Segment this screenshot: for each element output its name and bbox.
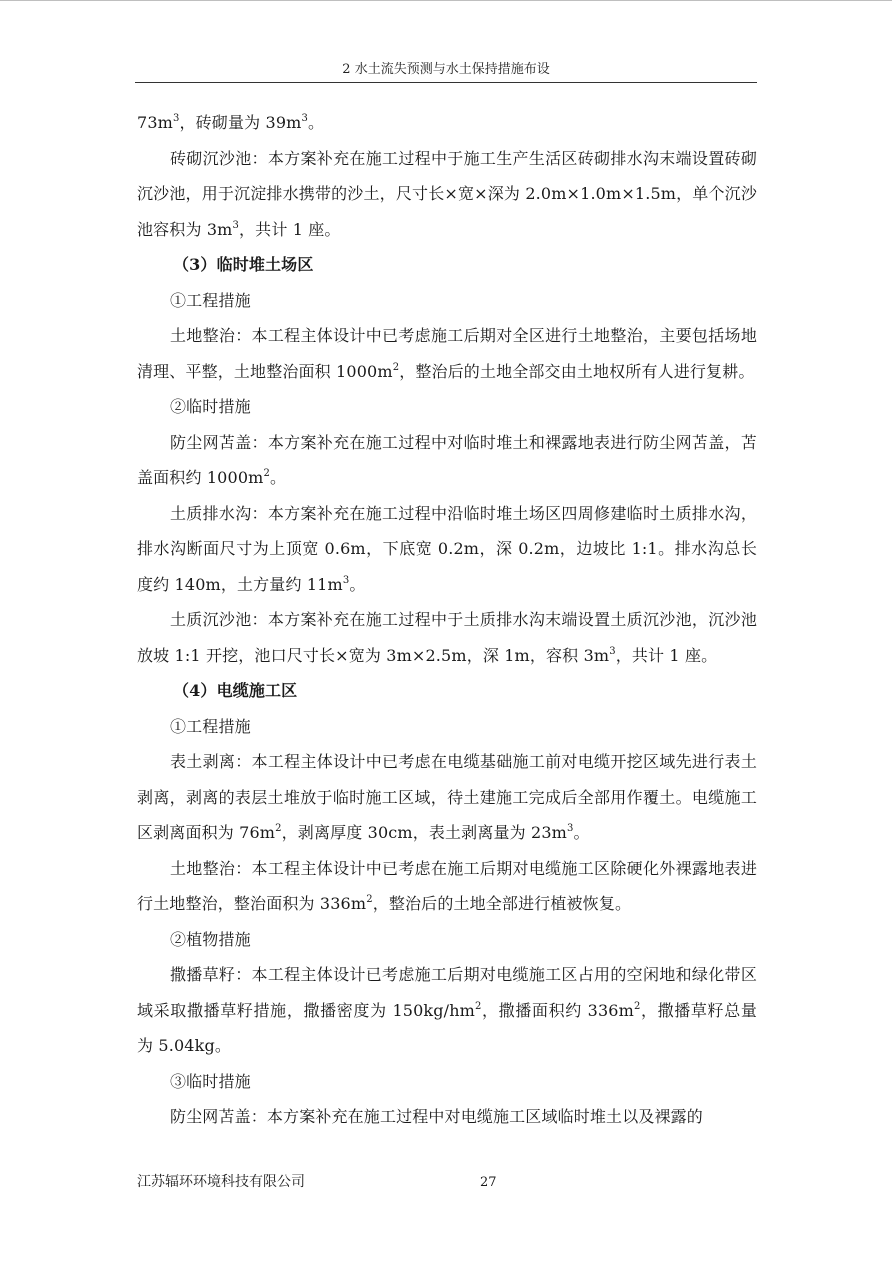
paragraph-earth-drainage-ditch: 土质排水沟：本方案补充在施工过程中沿临时堆土场区四周修建临时土质排水沟，排水沟断面尺寸为上顶宽 0.6m，下底宽 0.2m，深 0.2m，边坡比 1:1。排水沟总长度约 140m，土方量约 $11m^3$。: [137, 503, 757, 594]
paragraph-continuation: $73m^3$，砖砌量为 $39m^3$。: [137, 113, 325, 132]
subheading-engineering-measures: ①工程措施: [170, 716, 251, 736]
paragraph-earth-sedimentation-tank: 土质沉沙池：本方案补充在施工过程中于土质排水沟末端设置土质沉沙池，沉沙池放坡 1:1 开挖，池口尺寸长×宽为 3m×2.5m，深 1m，容积 $3m^3$，共计 1 座。: [137, 610, 757, 665]
page-top-border: [0, 0, 892, 1]
paragraph-brick-sedimentation-tank: 砖砌沉沙池：本方案补充在施工过程中于施工生产生活区砖砌排水沟末端设置砖砌沉沙池，用于沉淀排水携带的沙土，尺寸长×宽×深为 2.0m×1.0m×1.5m，单个沉沙池容积为 $3m^3$，共计 1 座。: [137, 148, 757, 239]
paragraph-land-reclamation-cable: 土地整治：本工程主体设计中已考虑在施工后期对电缆施工区除硬化外裸露地表进行土地整治，整治面积为 $336m^2$，整治后的土地全部进行植被恢复。: [137, 858, 757, 913]
subheading-temporary-measures: ③临时措施: [170, 1071, 251, 1091]
footer-company: 江苏辐环环境科技有限公司: [137, 1174, 305, 1190]
paragraph-topsoil-stripping: 表土剥离：本工程主体设计中已考虑在电缆基础施工前对电缆开挖区域先进行表土剥离，剥离的表层土堆放于临时施工区域，待土建施工完成后全部用作覆土。电缆施工区剥离面积为 $76m^2$，剥离厚度 30cm，表土剥离量为 $23m^3$。: [137, 752, 757, 842]
paragraph-dust-net-cover-cable: 防尘网苫盖：本方案补充在施工过程中对电缆施工区域临时堆土以及裸露的: [170, 1107, 703, 1126]
paragraph-grass-seeding: 撒播草籽：本工程主体设计已考虑施工后期对电缆施工区占用的空闲地和绿化带区域采取撒播草籽措施，撒播密度为 $150kg/hm^2$，撒播面积约 $336m^2$，撒播草籽总量为 5.04kg。: [137, 965, 758, 1055]
subheading-plant-measures: ②植物措施: [170, 929, 251, 949]
subheading-temporary-measures: ②临时措施: [170, 397, 251, 416]
section-heading-temporary-soil-yard: （3）临时堆土场区: [173, 255, 314, 274]
subheading-engineering-measures: ①工程措施: [170, 290, 251, 310]
page-number: 27: [480, 1175, 497, 1190]
header-rule: [135, 82, 757, 83]
running-header: 2 水土流失预测与水土保持措施布设: [342, 62, 550, 77]
paragraph-dust-net-cover: 防尘网苫盖：本方案补充在施工过程中对临时堆土和裸露地表进行防尘网苫盖，苫盖面积约 $1000m^2$。: [137, 432, 757, 487]
paragraph-land-reclamation: 土地整治：本工程主体设计中已考虑施工后期对全区进行土地整治，主要包括场地清理、平整，土地整治面积 $1000m^2$，整治后的土地全部交由土地权所有人进行复耕。: [137, 326, 757, 381]
section-heading-cable-construction-area: （4）电缆施工区: [173, 681, 298, 700]
document-body: [137, 105, 757, 1135]
